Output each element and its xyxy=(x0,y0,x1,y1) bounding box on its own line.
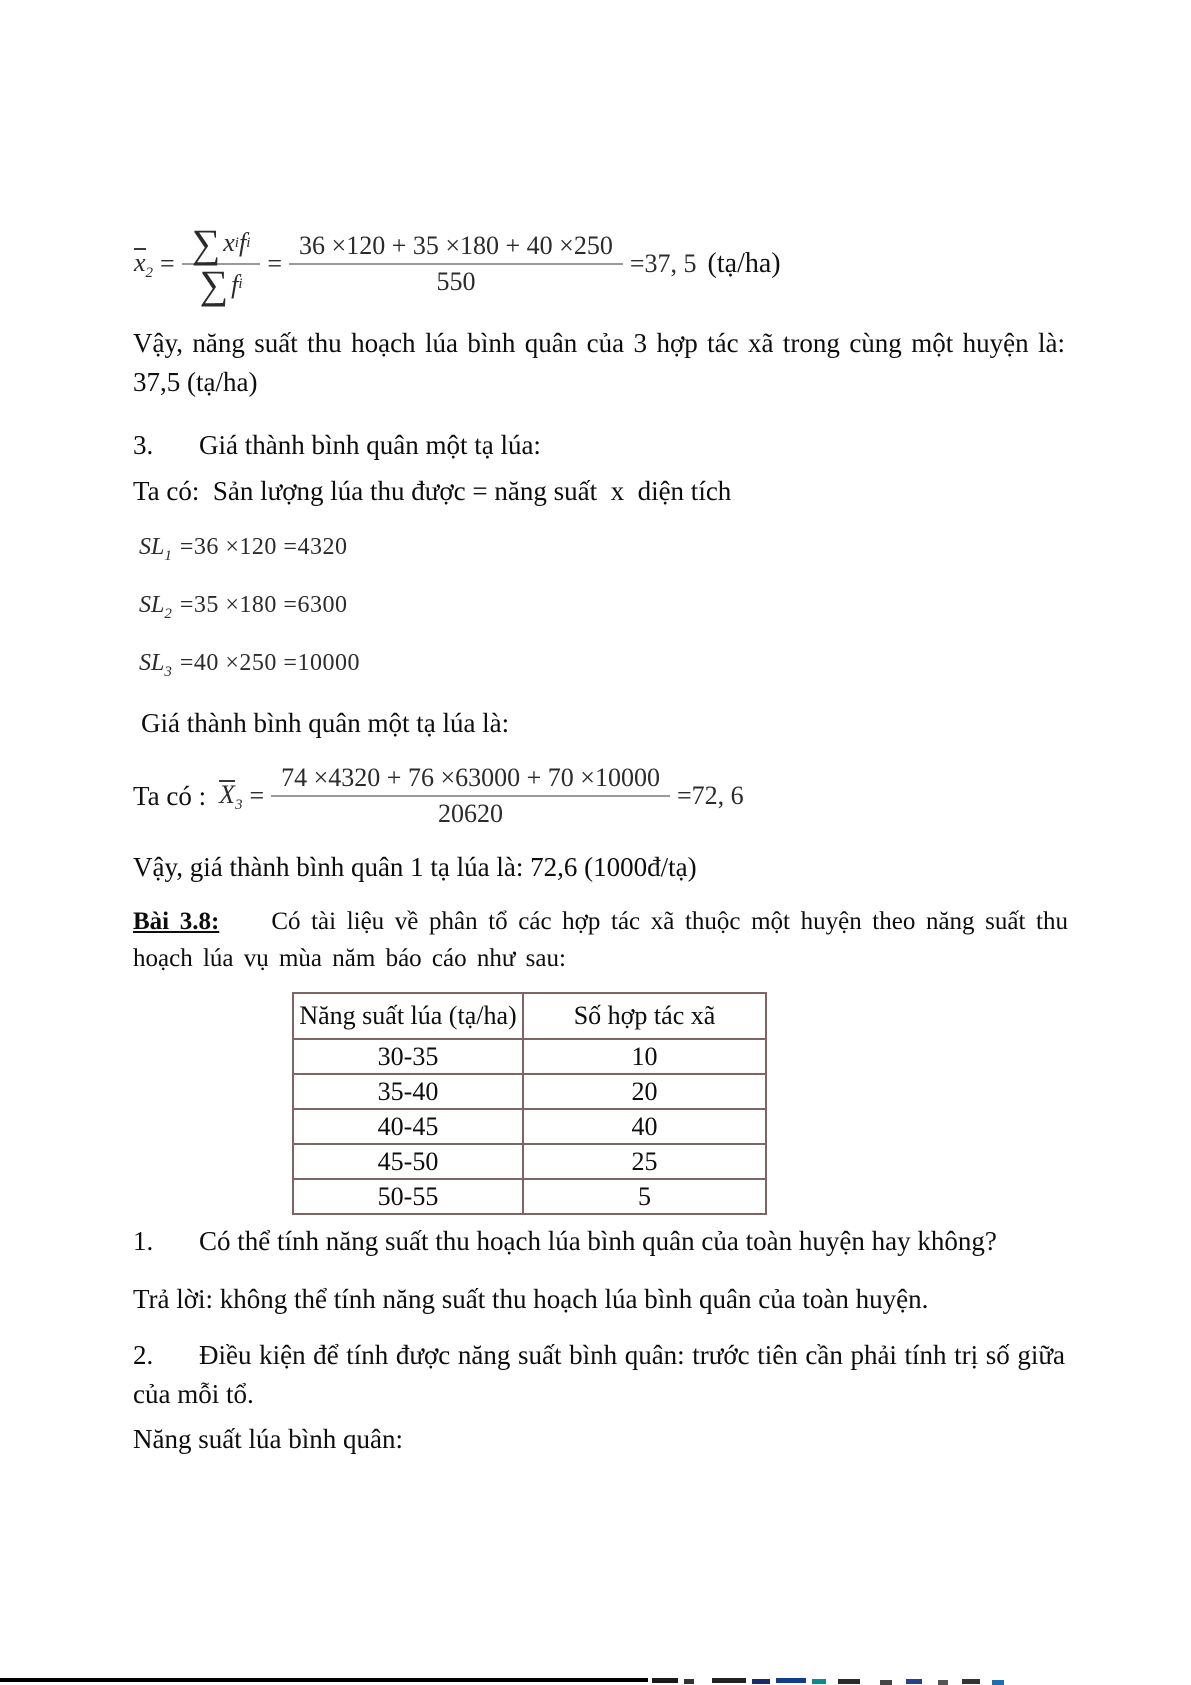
exercise-text: Có tài liệu về phân tổ các hợp tác xã thuộc một huyện theo năng suất thu hoạch lúa vụ mùa năm báo cáo như sau: xyxy=(133,908,1068,972)
x-bar-symbol: $X_3$ xyxy=(219,779,243,813)
sl1-line: $SL_1 =36 \times 120 =4320$ xyxy=(139,534,348,564)
exercise-3-8 xyxy=(133,903,1068,977)
table-row: 35-40 20 xyxy=(293,1074,766,1109)
formula-prefix: Ta có : xyxy=(133,780,207,811)
sigma-icon: ∑ xyxy=(199,262,229,307)
formula-mean-x2 xyxy=(134,222,781,306)
table-row: 50-55 5 xyxy=(293,1179,766,1214)
question-text: Có thể tính năng suất thu hoạch lúa bình quân của toàn huyện hay không? xyxy=(199,1226,997,1256)
conclusion-yield: Vậy, năng suất thu hoạch lúa bình quân của 3 hợp tác xã trong cùng một huyện là: 37,5 (tạ/ha) xyxy=(133,328,1065,397)
table-row: 30-35 10 xyxy=(293,1039,766,1074)
table-row: 40-45 40 xyxy=(293,1109,766,1144)
production-equation-line: Ta có: Sản lượng lúa thu được = năng suất x diện tích xyxy=(133,476,732,506)
equals-sign: = xyxy=(160,249,175,278)
table-row: 45-50 25 xyxy=(293,1144,766,1179)
x-bar-symbol: $x_2$ xyxy=(134,247,154,281)
exercise-label: Bài 3.8: xyxy=(133,908,220,935)
answer-1: Trả lời: không thể tính năng suất thu hoạch lúa bình quân của toàn huyện. xyxy=(133,1284,929,1314)
sigma-icon: ∑ xyxy=(191,220,221,266)
question-1 xyxy=(133,1222,1065,1261)
sl2-line: $SL_2 =35 \times 180 =6300$ xyxy=(139,592,348,622)
table-header-row xyxy=(293,993,766,1039)
formula-mean-x3 xyxy=(133,756,744,836)
cost-intro-line: Giá thành bình quân một tạ lúa là: xyxy=(141,708,510,738)
question-number: 1. xyxy=(133,1226,154,1256)
sl3-line: $SL_3 =40 \times 250 =10000$ xyxy=(139,650,360,680)
formula-unit: (tạ/ha) xyxy=(707,248,781,279)
question-number: 2. xyxy=(133,1340,154,1370)
fraction-numeric: $\frac{36 \times 120 + 35 \times 180 + 40 \times 250}{550}$ xyxy=(289,233,623,295)
item-3 xyxy=(133,426,1065,465)
avg-yield-lead-line: Năng suất lúa bình quân: xyxy=(133,1424,403,1454)
fraction-cost: $\frac{74 \times 4320 + 76 \times 63000 + 70 \times 10000}{20620}$ xyxy=(271,765,670,827)
col-header-count: Số hợp tác xã xyxy=(523,993,766,1039)
equals-sign: = xyxy=(267,249,283,278)
formula-result: =72, 6 xyxy=(676,781,744,810)
equals-sign: = xyxy=(249,781,265,810)
frequency-table xyxy=(292,992,767,1215)
item-number: 3. xyxy=(133,430,154,460)
question-text: Điều kiện để tính được năng suất bình quân: trước tiên cần phải tính trị số giữa của mỗi tổ. xyxy=(133,1340,1065,1409)
col-header-yield: Năng suất lúa (tạ/ha) xyxy=(293,993,523,1039)
item-text: Giá thành bình quân một tạ lúa: xyxy=(199,430,541,460)
fraction-sum: ∑ x i f i ∑ f i xyxy=(182,228,261,300)
conclusion-cost: Vậy, giá thành bình quân 1 tạ lúa là: 72,6 (1000đ/tạ) xyxy=(133,852,697,882)
question-2 xyxy=(133,1336,1065,1414)
formula-result: =37, 5 xyxy=(629,249,697,278)
